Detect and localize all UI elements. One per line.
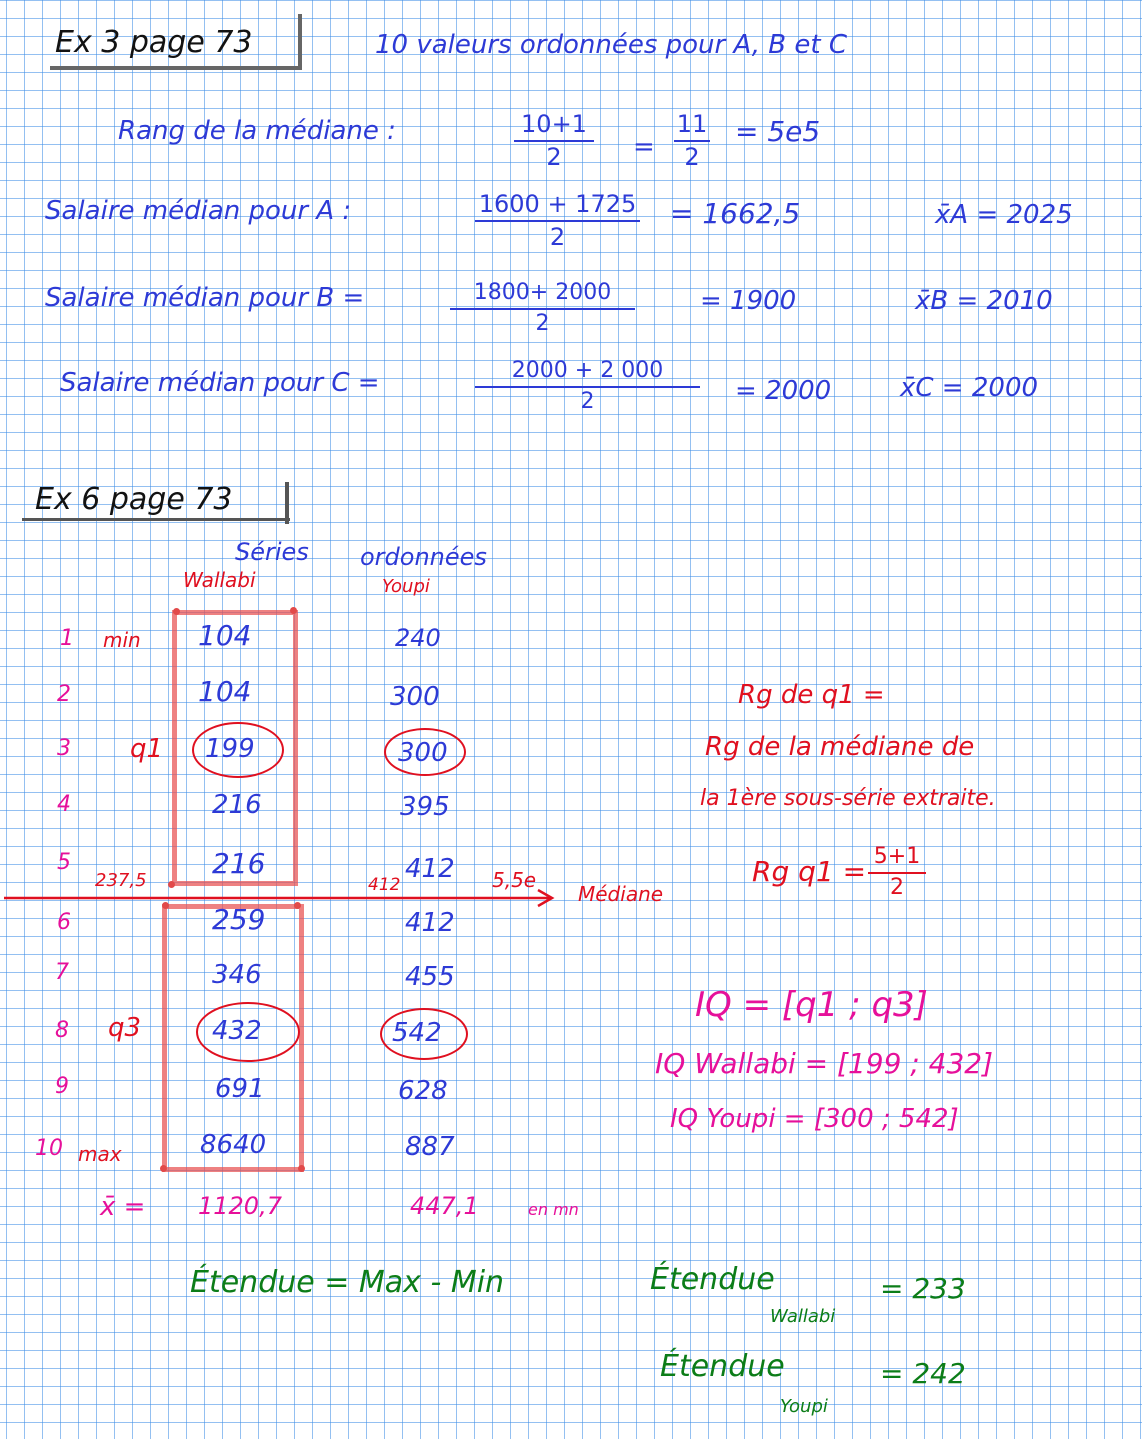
mean-youpi: 447,1: [410, 1192, 479, 1220]
fraction-bar: [450, 308, 635, 310]
rg-line-3: la 1ère sous-série extraite.: [700, 786, 996, 811]
etendue-wallabi-value: = 233: [880, 1272, 966, 1305]
q1-label: q1: [130, 734, 164, 764]
median-c-label: Salaire médian pour C =: [60, 368, 380, 398]
fraction-bar: [475, 386, 700, 388]
wallabi-value: 199: [205, 734, 255, 764]
rank-label: Rang de la médiane :: [118, 116, 396, 146]
iq-wallabi: IQ Wallabi = [199 ; 432]: [655, 1047, 994, 1080]
ex6-heading: Ex 6 page 73: [35, 482, 233, 517]
q3-wallabi-circle: [196, 1002, 300, 1062]
rg-denominator: 2: [890, 875, 904, 900]
ex3-heading-bracket: [298, 14, 302, 70]
median-label: Médiane: [578, 882, 664, 906]
col-wallabi: Wallabi: [183, 568, 256, 592]
rank-2: 2: [57, 682, 71, 707]
box-corner: [290, 607, 297, 614]
rg-line-1: Rg de q1 =: [738, 680, 885, 710]
median-c-numerator: 2000 + 2 000: [511, 358, 664, 383]
iq-youpi: IQ Youpi = [300 ; 542]: [670, 1104, 959, 1134]
youpi-value: 628: [398, 1076, 448, 1106]
rank-8: 8: [55, 1018, 69, 1043]
wallabi-value: 691: [215, 1074, 265, 1104]
median-a-numerator: 1600 + 1725: [478, 190, 637, 218]
median-c-fraction: [475, 360, 700, 413]
rg-numerator: 5+1: [873, 844, 921, 869]
min-label: min: [103, 628, 141, 652]
youpi-value: 412: [405, 908, 455, 938]
youpi-value: 240: [395, 624, 441, 652]
median-a-fraction: [475, 192, 640, 249]
wallabi-value: 104: [198, 675, 252, 708]
rank-fraction-2: [674, 112, 710, 169]
median-b-denominator: 2: [535, 311, 550, 336]
median-a-denominator: 2: [549, 223, 566, 251]
median-a-result: = 1662,5: [670, 197, 801, 230]
mean-a: x̄A = 2025: [935, 200, 1073, 230]
ex3-heading-underline: [50, 66, 300, 70]
median-b-numerator: 1800+ 2000: [473, 280, 612, 305]
wallabi-value: 104: [198, 619, 252, 652]
youpi-value: 887: [405, 1132, 455, 1162]
ex6-heading-underline: [22, 518, 290, 521]
median-b-label: Salaire médian pour B =: [45, 283, 365, 313]
etendue-wallabi-sub: Wallabi: [770, 1306, 836, 1327]
mean-wallabi: 1120,7: [198, 1192, 282, 1220]
mean-c: x̄C = 2000: [900, 373, 1039, 403]
q1-youpi-circle: [384, 728, 466, 776]
youpi-value: 395: [400, 792, 450, 822]
rank-equals: =: [633, 132, 655, 162]
rg-line-2: Rg de la médiane de: [705, 732, 975, 762]
youpi-value: 542: [392, 1018, 442, 1048]
rank-3: 3: [57, 736, 71, 761]
median-b-result: = 1900: [700, 286, 797, 316]
median-b-fraction: [450, 282, 635, 335]
fraction-bar: [475, 220, 640, 222]
youpi-value: 455: [405, 962, 455, 992]
etendue-youpi-value: = 242: [880, 1357, 966, 1390]
rank-6: 6: [57, 910, 71, 935]
rank-denominator-2: 2: [684, 143, 700, 171]
wallabi-value: 216: [212, 847, 266, 880]
fraction-bar: [514, 140, 594, 142]
series-title-2: ordonnées: [360, 543, 487, 571]
series-title-1: Séries: [235, 538, 309, 566]
rank-10: 10: [35, 1136, 63, 1161]
q3-youpi-circle: [380, 1008, 468, 1060]
ex3-heading: Ex 3 page 73: [55, 25, 253, 60]
rank-denominator: 2: [546, 143, 562, 171]
rank-1: 1: [60, 626, 74, 651]
rank-numerator-2: 11: [676, 110, 708, 138]
ex6-heading-bracket: [285, 482, 289, 524]
etendue-youpi-sub: Youpi: [780, 1396, 828, 1417]
etendue-youpi-label: Étendue: [660, 1349, 785, 1384]
iq-general: IQ = [q1 ; q3]: [695, 985, 928, 1025]
rank-9: 9: [55, 1074, 69, 1099]
youpi-value: 412: [405, 854, 455, 884]
fraction-bar: [868, 872, 926, 874]
wallabi-value: 8640: [200, 1130, 267, 1160]
wallabi-value: 216: [212, 790, 262, 820]
box-corner: [173, 608, 180, 615]
rank-5: 5: [57, 850, 71, 875]
median-wallabi: 237,5: [95, 870, 147, 891]
max-label: max: [78, 1142, 122, 1166]
etendue-definition: Étendue = Max - Min: [190, 1265, 505, 1300]
youpi-value: 300: [390, 682, 440, 712]
wallabi-value: 432: [212, 1016, 262, 1046]
rg-formula: Rg q1 =: [752, 855, 867, 888]
mean-label: x̄ =: [100, 1192, 146, 1222]
median-c-denominator: 2: [580, 389, 595, 414]
rg-fraction: [868, 846, 926, 899]
col-youpi: Youpi: [382, 576, 430, 597]
median-youpi: 412: [368, 875, 401, 895]
median-arrow: [0, 886, 570, 910]
fraction-bar: [674, 140, 710, 142]
rank-fraction: [514, 112, 594, 169]
median-c-result: = 2000: [735, 376, 832, 406]
wallabi-value: 259: [212, 903, 266, 936]
rank-result: = 5e5: [735, 115, 821, 148]
wallabi-value: 346: [212, 960, 262, 990]
box-corner: [160, 1165, 167, 1172]
median-a-label: Salaire médian pour A :: [45, 196, 352, 226]
q3-label: q3: [108, 1013, 142, 1043]
mean-unit: en mn: [528, 1200, 579, 1219]
rank-7: 7: [55, 960, 69, 985]
median-rank: 5,5e: [492, 868, 537, 892]
mean-b: x̄B = 2010: [915, 286, 1053, 316]
ex3-subtitle: 10 valeurs ordonnées pour A, B et C: [375, 30, 847, 60]
rank-4: 4: [57, 792, 71, 817]
rank-numerator: 10+1: [521, 110, 587, 138]
etendue-wallabi-label: Étendue: [650, 1262, 775, 1297]
youpi-value: 300: [398, 738, 448, 768]
q1-wallabi-circle: [192, 722, 284, 778]
box-corner: [298, 1165, 305, 1172]
